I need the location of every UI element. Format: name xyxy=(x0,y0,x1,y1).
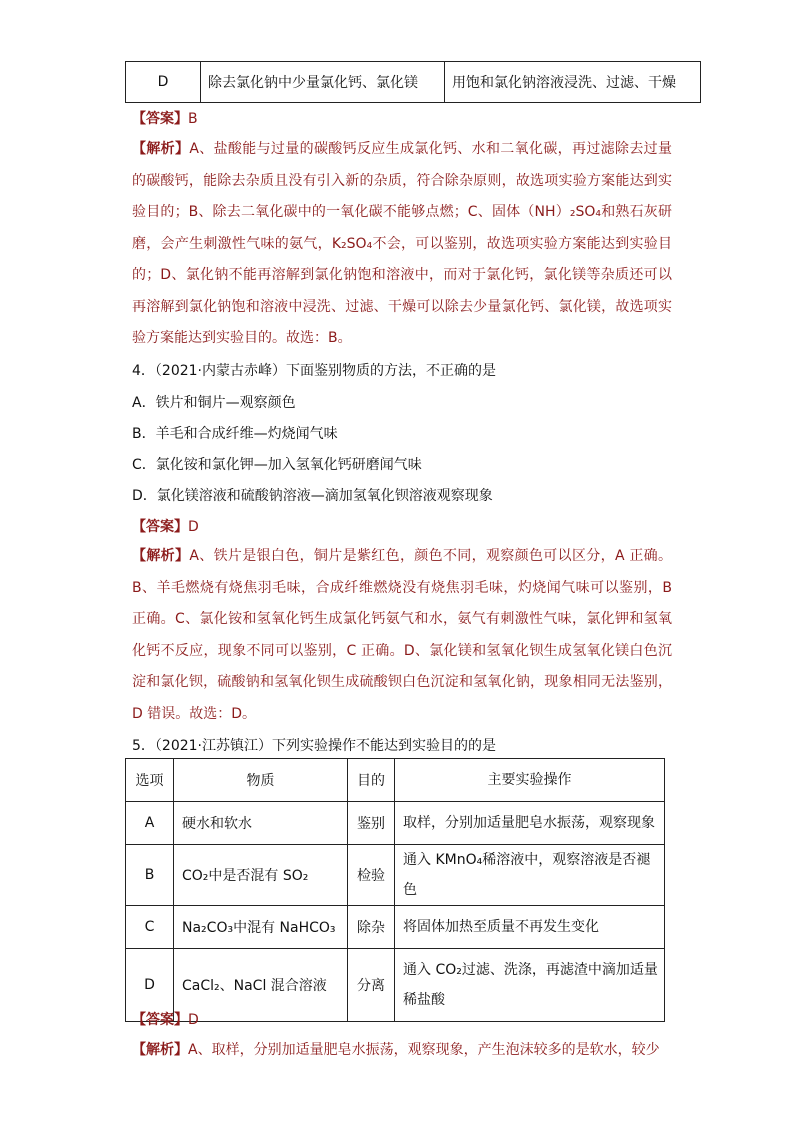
question-5-stem: 5．（2021·江苏镇江）下列实验操作不能达到实验目的的是 xyxy=(132,738,496,754)
analysis-tag: 【解析】 xyxy=(132,548,190,564)
experiment-table-top xyxy=(125,61,701,103)
cell-purpose: 除杂 xyxy=(348,906,395,949)
analysis-tag: 【解析】 xyxy=(132,1042,188,1058)
answer-tag: 【答案】 xyxy=(132,519,188,535)
header-operation: 主要实验操作 xyxy=(395,759,665,802)
header-purpose: 目的 xyxy=(348,759,395,802)
answer-line-2 xyxy=(132,516,199,536)
analysis-paragraph-2 xyxy=(132,541,672,730)
cell-operation: 将固体加热至质量不再发生变化 xyxy=(395,906,665,949)
question-4-stem: 4．（2021·内蒙古赤峰）下面鉴别物质的方法，不正确的是 xyxy=(132,363,496,379)
analysis-text: A、取样，分别加适量肥皂水振荡，观察现象，产生泡沫较多的是软水，较少 xyxy=(188,1042,660,1058)
analysis-paragraph-1 xyxy=(132,134,672,355)
answer-value: D xyxy=(188,1012,199,1028)
answer-tag: 【答案】 xyxy=(132,1012,188,1028)
cell-substance: Na₂CO₃中混有 NaHCO₃ xyxy=(174,906,348,949)
cell-substance: 硬水和软水 xyxy=(174,802,348,845)
cell-option: B xyxy=(126,845,174,906)
analysis-paragraph-3 xyxy=(132,1035,672,1067)
cell-purpose: 鉴别 xyxy=(348,802,395,845)
header-option: 选项 xyxy=(126,759,174,802)
analysis-text: A、铁片是银白色，铜片是紫红色，颜色不同，观察颜色可以区分，A 正确。B、羊毛燃烧有烧焦羽毛味，合成纤维燃烧没有烧焦羽毛味，灼烧闻气味可以鉴别，B 正确。C、氯化铵和氢氧化钙生成氯化钙氨气和水，氨气有刺激性气味，氯化钾和氢氧化钙不反应，现象不同可以鉴别，C 正确。D、氯化镁和氢氧化钡生成氢氧化镁白色沉淀和氯化钡，硫酸钠和氢氧化钡生成硫酸钡白色沉淀和氢氧化钠，现象相同无法鉴别，D 错误。故选：D。 xyxy=(132,548,672,722)
table-row xyxy=(126,802,665,845)
table-row xyxy=(126,906,665,949)
answer-value: B xyxy=(188,111,198,127)
answer-value: D xyxy=(188,519,199,535)
table-cell-option: D xyxy=(126,62,201,103)
question-4-option-c: C．氯化铵和氯化钾—加入氢氧化钙研磨闻气味 xyxy=(132,457,422,473)
table-cell-item: 除去氯化钠中少量氯化钙、氯化镁 xyxy=(201,62,445,103)
table-row xyxy=(126,62,701,103)
cell-option: A xyxy=(126,802,174,845)
cell-operation: 通入 KMnO₄稀溶液中，观察溶液是否褪色 xyxy=(395,845,665,906)
table-cell-method: 用饱和氯化钠溶液浸洗、过滤、干燥 xyxy=(445,62,701,103)
question-4-option-b: B．羊毛和合成纤维—灼烧闻气味 xyxy=(132,426,338,442)
cell-purpose: 分离 xyxy=(348,949,395,1022)
answer-line-1 xyxy=(132,108,198,128)
cell-substance: CO₂中是否混有 SO₂ xyxy=(174,845,348,906)
cell-purpose: 检验 xyxy=(348,845,395,906)
question-4-option-d: D．氯化镁溶液和硫酸钠溶液—滴加氢氧化钡溶液观察现象 xyxy=(132,488,493,504)
cell-option: D xyxy=(126,949,174,1022)
table-row xyxy=(126,949,665,1022)
analysis-text: A、盐酸能与过量的碳酸钙反应生成氯化钙、水和二氧化碳，再过滤除去过量的碳酸钙，能除去杂质且没有引入新的杂质，符合除杂原则，故选项实验方案能达到实验目的；B、除去二氧化碳中的一氧化碳不能够点燃；C、固体（NH）₂SO₄和熟石灰研磨，会产生刺激性气味的氨气，K₂SO₄不会，可以鉴别，故选项实验方案能达到实验目的；D、氯化钠不能再溶解到氯化钠饱和溶液中，而对于氯化钙，氯化镁等杂质还可以再溶解到氯化钠饱和溶液中浸洗、过滤、干燥可以除去少量氯化钙、氯化镁，故选项实验方案能达到实验目的。故选：B。 xyxy=(132,141,672,346)
experiment-table-q5 xyxy=(125,758,665,1022)
analysis-tag: 【解析】 xyxy=(132,141,190,157)
answer-tag: 【答案】 xyxy=(132,111,188,127)
answer-line-3 xyxy=(132,1009,199,1029)
table-row xyxy=(126,845,665,906)
cell-operation: 通入 CO₂过滤、洗涤，再滤渣中滴加适量稀盐酸 xyxy=(395,949,665,1022)
question-4-option-a: A．铁片和铜片—观察颜色 xyxy=(132,395,296,411)
cell-operation: 取样，分别加适量肥皂水振荡，观察现象 xyxy=(395,802,665,845)
table-header-row xyxy=(126,759,665,802)
cell-option: C xyxy=(126,906,174,949)
header-substance: 物质 xyxy=(174,759,348,802)
cell-substance: CaCl₂、NaCl 混合溶液 xyxy=(174,949,348,1022)
